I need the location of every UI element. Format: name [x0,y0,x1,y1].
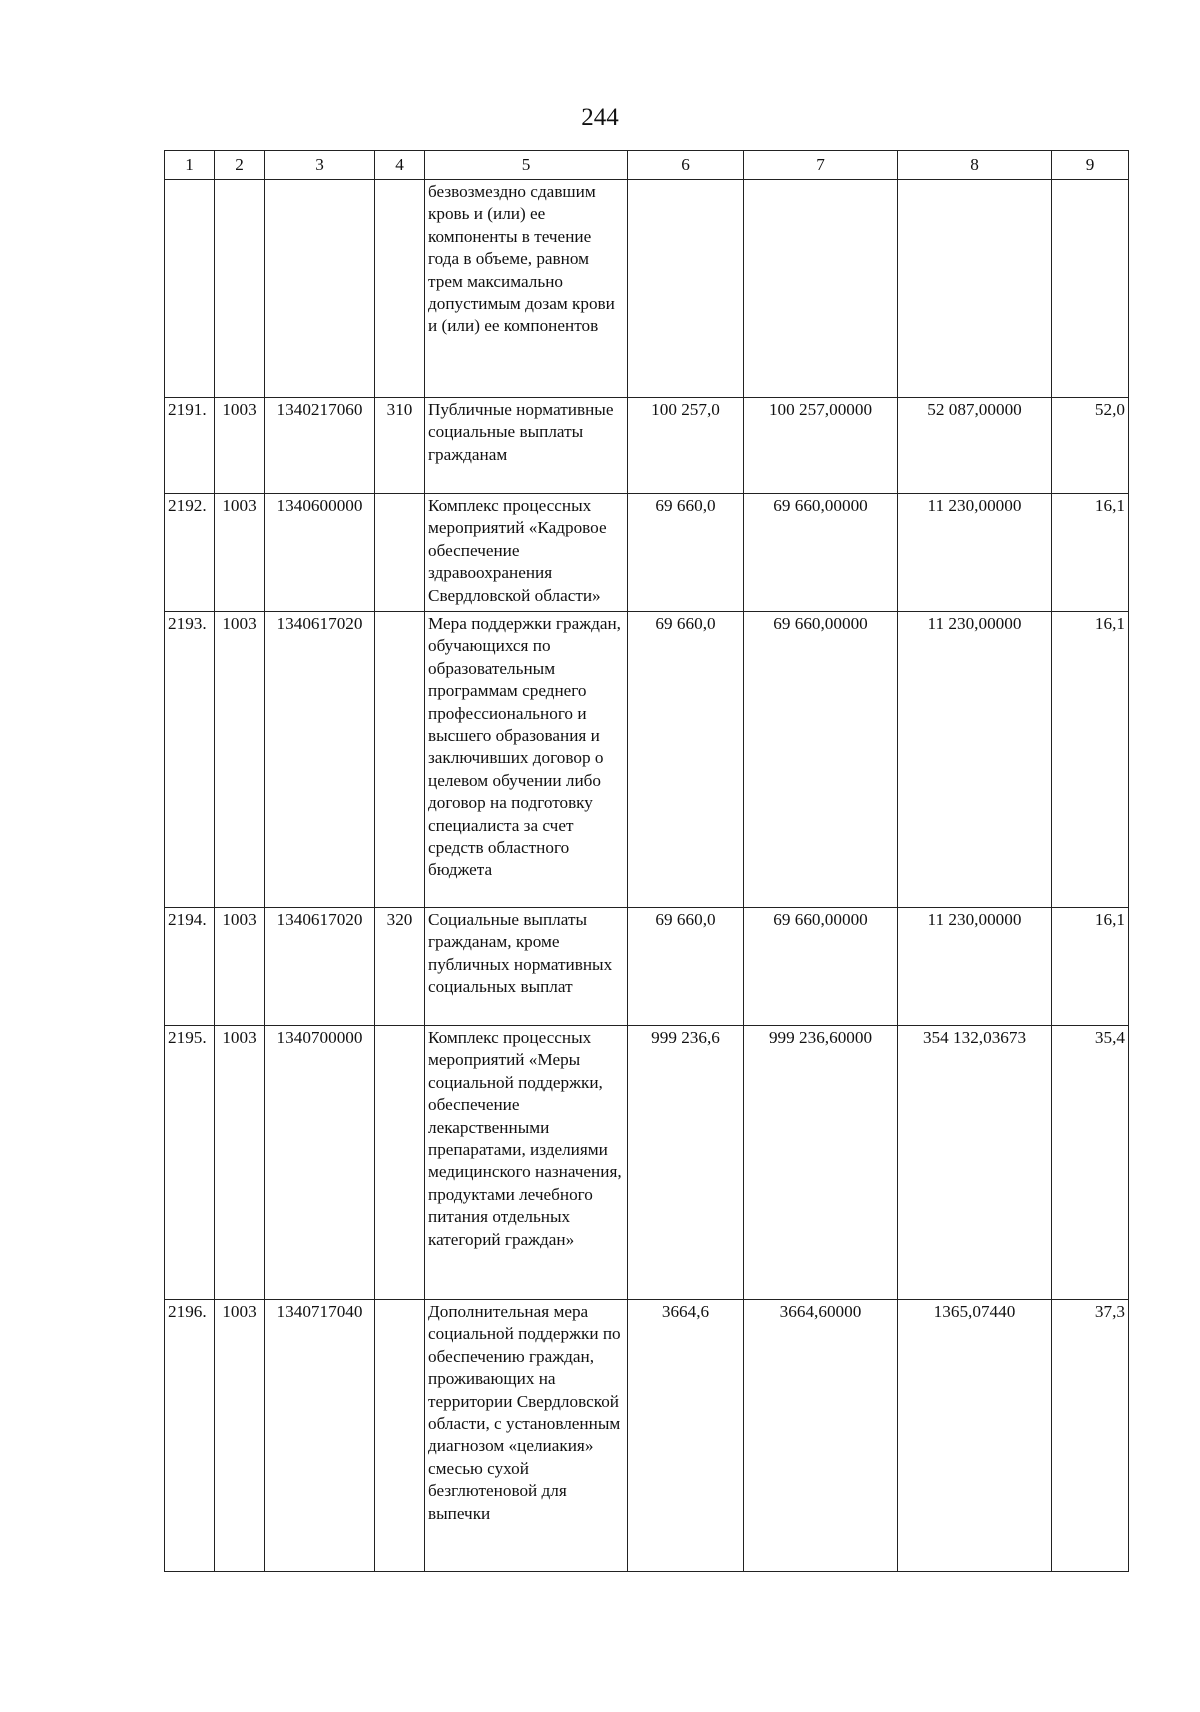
value-col-7: 69 660,00000 [744,612,898,908]
percent-col-9: 16,1 [1052,494,1129,612]
section-code: 1003 [215,1300,265,1572]
value-col-6: 69 660,0 [628,612,744,908]
value-col-7 [744,180,898,398]
expense-type-code [375,1300,425,1572]
value-col-7: 69 660,00000 [744,908,898,1026]
target-article-code: 1340600000 [265,494,375,612]
percent-col-9: 16,1 [1052,908,1129,1026]
target-article-code [265,180,375,398]
value-col-7: 69 660,00000 [744,494,898,612]
section-code [215,180,265,398]
value-col-8: 354 132,03673 [898,1026,1052,1300]
percent-col-9: 37,3 [1052,1300,1129,1572]
table-row [165,180,1129,398]
target-article-code: 1340617020 [265,908,375,1026]
section-code: 1003 [215,1026,265,1300]
value-col-8: 11 230,00000 [898,612,1052,908]
column-header: 3 [265,151,375,180]
row-number: 2194. [165,908,215,1026]
item-description: Комплекс процессных мероприятий «Кадровое обеспечение здравоохранения Свердловской области» [425,494,628,612]
target-article-code: 1340700000 [265,1026,375,1300]
percent-col-9 [1052,180,1129,398]
table-row [165,398,1129,494]
section-code: 1003 [215,908,265,1026]
item-description: безвозмездно сдавшим кровь и (или) ее компоненты в течение года в объеме, равном трем максимально допустимым дозам крови и (или) ее компонентов [425,180,628,398]
table-row [165,1300,1129,1572]
page-number: 244 [581,104,619,131]
table-row [165,494,1129,612]
expense-type-code [375,612,425,908]
value-col-8 [898,180,1052,398]
column-header: 5 [425,151,628,180]
value-col-8: 11 230,00000 [898,494,1052,612]
row-number: 2192. [165,494,215,612]
value-col-6: 69 660,0 [628,494,744,612]
value-col-6: 3664,6 [628,1300,744,1572]
value-col-7: 999 236,60000 [744,1026,898,1300]
column-header: 6 [628,151,744,180]
row-number: 2195. [165,1026,215,1300]
expense-type-code [375,494,425,612]
expense-type-code: 320 [375,908,425,1026]
expense-type-code: 310 [375,398,425,494]
item-description: Дополнительная мера социальной поддержки по обеспечению граждан, проживающих на территории Свердловской области, с установленным диагнозом «целиакия» смесью сухой безглютеновой для выпечки [425,1300,628,1572]
table-row [165,908,1129,1026]
value-col-7: 3664,60000 [744,1300,898,1572]
value-col-6: 100 257,0 [628,398,744,494]
column-header: 1 [165,151,215,180]
value-col-6 [628,180,744,398]
row-number: 2191. [165,398,215,494]
row-number: 2196. [165,1300,215,1572]
column-header: 2 [215,151,265,180]
item-description: Социальные выплаты гражданам, кроме публичных нормативных социальных выплат [425,908,628,1026]
row-number [165,180,215,398]
item-description: Мера поддержки граждан, обучающихся по образовательным программам среднего профессионального и высшего образования и заключивших договор о целевом обучении либо договор на подготовку специалиста за счет средств областного бюджета [425,612,628,908]
target-article-code: 1340617020 [265,612,375,908]
column-header: 7 [744,151,898,180]
value-col-6: 999 236,6 [628,1026,744,1300]
value-col-8: 1365,07440 [898,1300,1052,1572]
row-number: 2193. [165,612,215,908]
target-article-code: 1340717040 [265,1300,375,1572]
table-header-row [165,151,1129,180]
column-header: 4 [375,151,425,180]
target-article-code: 1340217060 [265,398,375,494]
value-col-6: 69 660,0 [628,908,744,1026]
expense-type-code [375,1026,425,1300]
item-description: Комплекс процессных мероприятий «Меры социальной поддержки, обеспечение лекарственными препаратами, изделиями медицинского назначения, продуктами лечебного питания отдельных категорий граждан» [425,1026,628,1300]
section-code: 1003 [215,612,265,908]
value-col-8: 11 230,00000 [898,908,1052,1026]
column-header: 9 [1052,151,1129,180]
table-row [165,612,1129,908]
item-description: Публичные нормативные социальные выплаты гражданам [425,398,628,494]
expense-type-code [375,180,425,398]
percent-col-9: 52,0 [1052,398,1129,494]
table-row [165,1026,1129,1300]
percent-col-9: 16,1 [1052,612,1129,908]
value-col-7: 100 257,00000 [744,398,898,494]
value-col-8: 52 087,00000 [898,398,1052,494]
budget-table [164,150,1129,1572]
percent-col-9: 35,4 [1052,1026,1129,1300]
section-code: 1003 [215,398,265,494]
column-header: 8 [898,151,1052,180]
section-code: 1003 [215,494,265,612]
